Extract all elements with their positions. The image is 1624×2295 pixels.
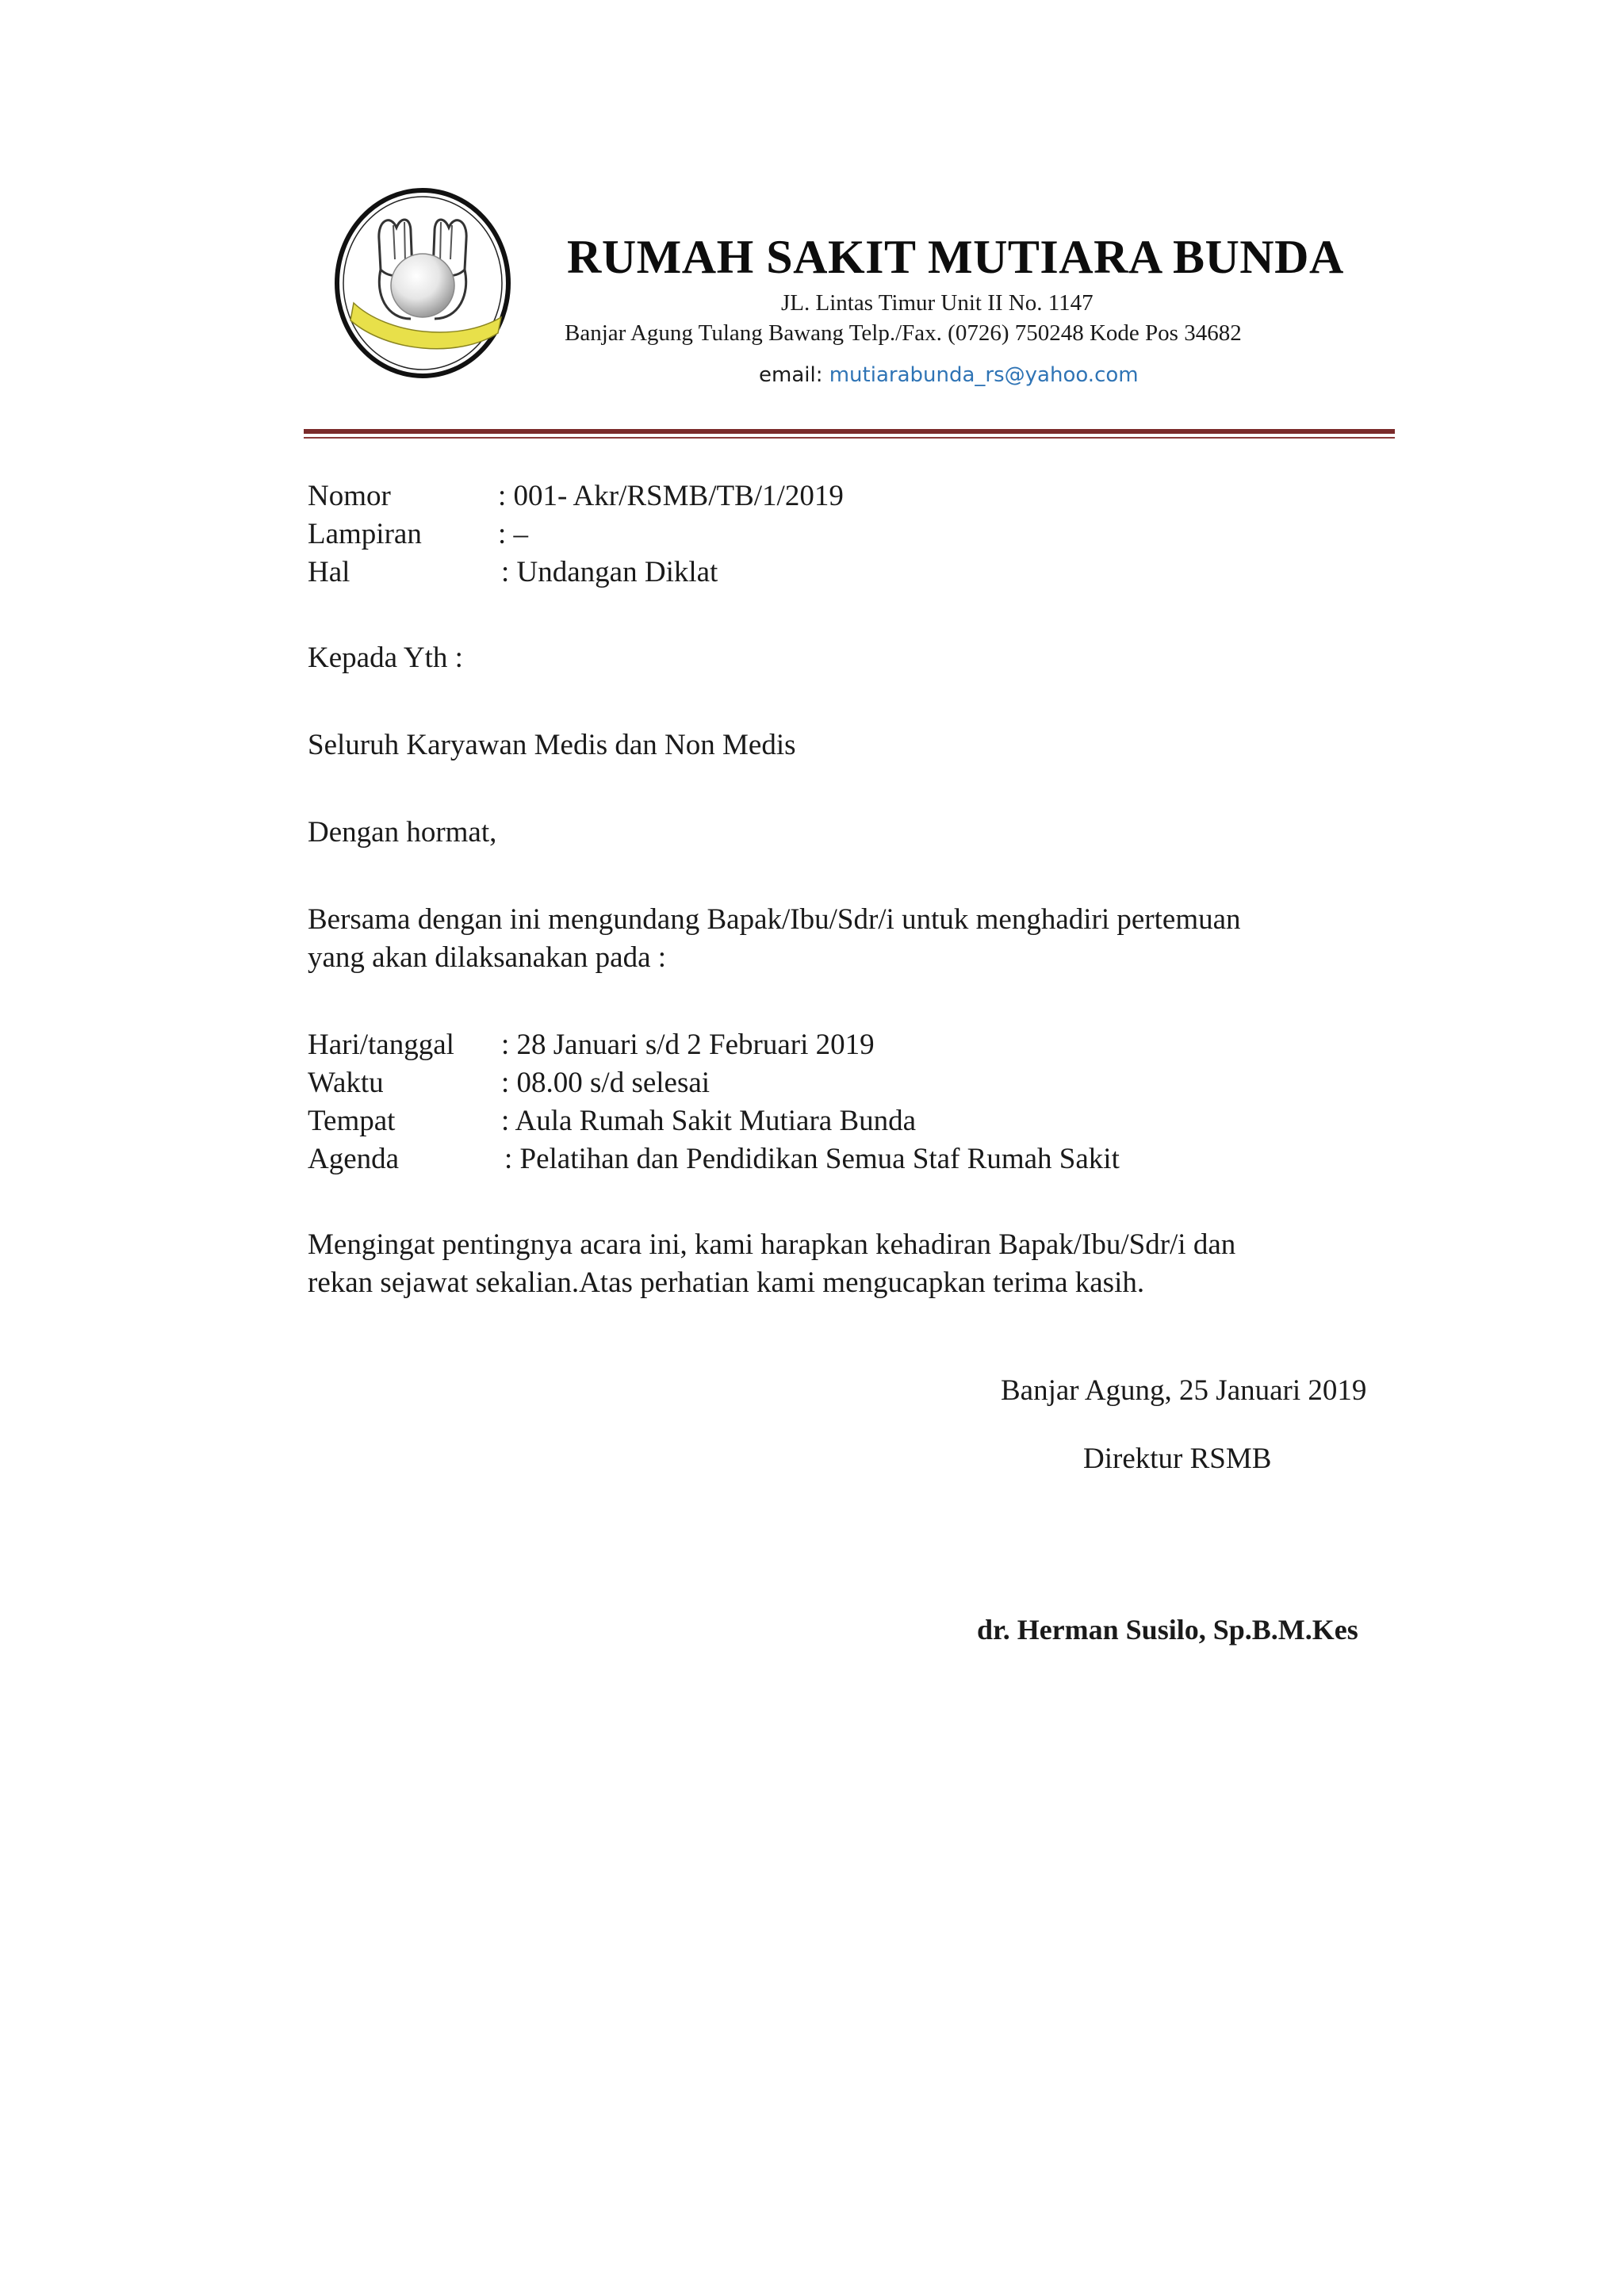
detail-label-hari: Hari/tanggal bbox=[308, 1029, 454, 1061]
detail-value-tempat: : Aula Rumah Sakit Mutiara Bunda bbox=[501, 1105, 917, 1137]
detail-label-waktu: Waktu bbox=[308, 1067, 384, 1099]
nomor-value: : 001- Akr/RSMB/TB/1/2019 bbox=[498, 480, 844, 512]
hospital-logo bbox=[331, 184, 514, 382]
header-rule-thick bbox=[304, 429, 1395, 434]
detail-value-agenda: : Pelatihan dan Pendidikan Semua Staf Rumah Sakit bbox=[504, 1143, 1120, 1175]
kepada-line: Kepada Yth : bbox=[308, 642, 463, 674]
email-line bbox=[759, 363, 1139, 387]
email-link[interactable]: mutiarabunda_rs@yahoo.com bbox=[829, 363, 1139, 387]
address-line-2: Banjar Agung Tulang Bawang Telp./Fax. (0726) 750248 Kode Pos 34682 bbox=[565, 320, 1242, 346]
detail-label-tempat: Tempat bbox=[308, 1105, 396, 1137]
recipient-line: Seluruh Karyawan Medis dan Non Medis bbox=[308, 729, 796, 761]
intro-line-1: Bersama dengan ini mengundang Bapak/Ibu/Sdr/i untuk menghadiri pertemuan bbox=[308, 903, 1241, 936]
nomor-label: Nomor bbox=[308, 480, 391, 512]
lampiran-value: : – bbox=[498, 518, 529, 550]
header-rule-thin bbox=[304, 437, 1395, 439]
closing-line-2: rekan sejawat sekalian.Atas perhatian kami mengucapkan terima kasih. bbox=[308, 1266, 1145, 1299]
email-label: email: bbox=[759, 363, 823, 387]
signatory-name: dr. Herman Susilo, Sp.B.M.Kes bbox=[977, 1614, 1358, 1646]
detail-value-hari: : 28 Januari s/d 2 Februari 2019 bbox=[501, 1029, 875, 1061]
salutation-line: Dengan hormat, bbox=[308, 816, 497, 849]
closing-line-1: Mengingat pentingnya acara ini, kami harapkan kehadiran Bapak/Ibu/Sdr/i dan bbox=[308, 1228, 1236, 1261]
intro-line-2: yang akan dilaksanakan pada : bbox=[308, 941, 667, 974]
hospital-name: RUMAH SAKIT MUTIARA BUNDA bbox=[567, 231, 1344, 283]
hal-value: : Undangan Diklat bbox=[501, 556, 718, 588]
detail-value-waktu: : 08.00 s/d selesai bbox=[501, 1067, 710, 1099]
lampiran-label: Lampiran bbox=[308, 518, 422, 550]
place-date: Banjar Agung, 25 Januari 2019 bbox=[1001, 1374, 1367, 1407]
detail-label-agenda: Agenda bbox=[308, 1143, 400, 1175]
signatory-position: Direktur RSMB bbox=[1083, 1443, 1272, 1475]
hal-label: Hal bbox=[308, 556, 350, 588]
address-line-1: JL. Lintas Timur Unit II No. 1147 bbox=[781, 290, 1094, 316]
